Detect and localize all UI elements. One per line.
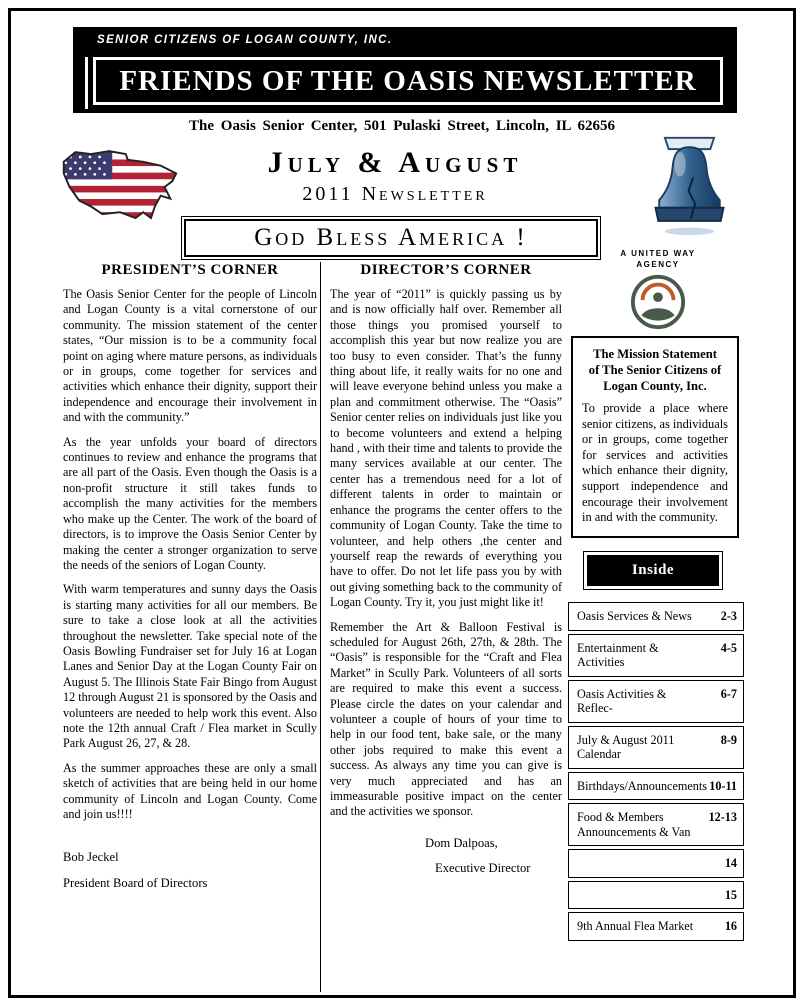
united-way-label: [606, 248, 710, 270]
directors-corner-column: [330, 262, 562, 876]
mission-heading-line3: Logan County, Inc.: [603, 379, 707, 393]
us-flag-image: [56, 142, 182, 237]
toc-row: [568, 912, 744, 941]
presidents-paragraph: The Oasis Senior Center for the people of Lincoln and Logan County is a vital cornerstone of our community. The mission statement of the center states, “Our mission is to be a community focal point on aging where mature persons, as individuals or in groups, come together for services and activities which enhance their dignity, support their independence and encourage their involvement in and with the community.”: [63, 287, 317, 425]
inside-label-box: [583, 551, 723, 590]
toc-item-label: Food & Members Announcements & Van: [577, 810, 691, 839]
center-address: The Oasis Senior Center, 501 Pulaski Street, Lincoln, IL 62656: [189, 118, 615, 134]
newsletter-title: FRIENDS OF THE OASIS NEWSLETTER: [119, 64, 697, 97]
column-divider: [320, 262, 321, 992]
toc-item-pages: 15: [724, 887, 737, 902]
inside-label: Inside: [587, 555, 719, 586]
toc-item-pages: 10-11: [709, 778, 737, 793]
toc-row: [568, 881, 744, 910]
director-signature-title: Executive Director: [435, 860, 531, 875]
mission-heading: [582, 346, 728, 394]
united-way-logo: [606, 273, 710, 336]
directors-paragraph: Remember the Art & Balloon Festival is scheduled for August 26th, 27th, & 28th. The “Oasis” is responsible for the “Craft and Flea Market” in Scully Park. Volunteers of all sorts are required to make this event a success. Please circle the dates on your calendar and volunteer a couple of hours of your time to help in our food tent, bake sale, or the many other jobs required to make this event a success. As always any time you can give is very much appreciated and has an immeasurable positive impact on the center and the activities we sponsor.: [330, 619, 562, 819]
toc-row: [568, 634, 744, 677]
toc-item-label: 9th Annual Flea Market: [577, 919, 694, 933]
issue-year: 2011 Newsletter: [302, 183, 488, 205]
toc-item-pages: 2-3: [720, 609, 737, 623]
mission-heading-line2: of The Senior Citizens of: [588, 363, 722, 377]
presidents-corner-heading: PRESIDENT’S CORNER: [101, 262, 279, 278]
issue-month: July & August: [267, 146, 523, 179]
toc-row: [568, 849, 744, 878]
toc-row: [568, 772, 744, 801]
director-signature: [330, 836, 562, 876]
presidents-paragraph: As the summer approaches these are only a small sketch of activities that are being held in our home community of Lincoln and Logan County. Come and join us!!!!: [63, 760, 317, 821]
toc-item-pages: 4-5: [720, 640, 737, 655]
header-banner: [73, 27, 737, 113]
toc-item-label: Oasis Activities & Reflec-: [577, 686, 667, 715]
toc-row: [568, 680, 744, 723]
issue-heading: [195, 146, 595, 206]
header-divider-line: [85, 57, 88, 109]
president-signature-title: President Board of Directors: [63, 876, 208, 891]
mission-statement-box: [571, 336, 739, 538]
directors-paragraph: The year of “2011” is quickly passing us by and is now officially half over. Remember all those things you promised yourself to accomplish this year but now realize you are too busy to even consider. That’s the funny thing about life, it really waits for no one and will leave everyone behind unless you make a plan and commitment otherwise. The “Oasis” Senior center relies on individuals just like you to become volunteers and extend a helping hand , with their time and talents to provide the many services available at our center. The center has a tremendous need for a lot of different talents in order to maintain or enhance the programs the center offers to the community of Logan County. Take the time to volunteer, and help others ,the center and yourself reap the rewards of everything you have to offer. Do not let life pass you by with out giving something back to the community of Logan County. Try it, you just might like it!: [330, 287, 562, 610]
table-of-contents: [568, 602, 744, 944]
liberty-bell-image: [642, 134, 737, 243]
united-way-line2: AGENCY: [636, 260, 680, 270]
president-signature: [63, 850, 317, 891]
toc-item-pages: 8-9: [720, 732, 737, 747]
god-bless-banner: [184, 219, 598, 257]
directors-corner-heading: DIRECTOR’S CORNER: [360, 262, 532, 278]
director-signature-name: Dom Dalpoas,: [425, 835, 498, 850]
toc-item-label: July & August 2011 Calendar: [577, 732, 675, 761]
toc-row: [568, 803, 744, 846]
united-way-block: [606, 248, 710, 336]
presidents-paragraph: With warm temperatures and sunny days the Oasis is starting many activities for all our members. Be sure to take a close look at all the activities throughout the newsletter. Take special note of the Oasis Bowling Fundraiser set for July 16 at Logan Lanes and Senior Day at the Logan County Fair on August 5. The Illinois State Fair Bingo from August 12 through August 21 is sponsored by the Oasis and volunteers are needed to help work this event. Also note the 12th annual Craft / Flea market in Scully Park August 26, 27, & 28.: [63, 582, 318, 751]
god-bless-text: God Bless America !: [254, 224, 528, 251]
mission-body: To provide a place where senior citizens, as individuals or in groups, come together for services and activities which enhance their dignity, support independence and encourage their involvement in and with the community.: [582, 401, 728, 525]
presidents-paragraph: As the year unfolds your board of directors continues to review and enhance the programs that are all part of the Oasis. Even though the Oasis is a non-profit structure it still takes funds to accomplish the many activities for the members who make up the Center. The work of the board of directors, is to improve the Oasis Senior Center by making the center a stronger organization to serve the needs of the seniors of Logan County.: [63, 434, 317, 572]
toc-item-label: Birthdays/Announcements: [577, 778, 707, 793]
toc-item-pages: 14: [724, 856, 737, 870]
toc-row: [568, 602, 744, 631]
org-name: SENIOR CITIZENS OF LOGAN COUNTY, INC.: [97, 34, 393, 46]
toc-item-label: Oasis Services & News: [577, 609, 692, 623]
title-box: [93, 57, 723, 105]
toc-item-pages: 6-7: [720, 686, 737, 701]
united-way-line1: A UNITED WAY: [620, 249, 696, 258]
toc-item-label: Entertainment & Activities: [577, 640, 659, 669]
presidents-corner-column: [63, 262, 317, 902]
president-signature-name: Bob Jeckel: [63, 850, 119, 865]
toc-item-pages: 12-13: [708, 810, 737, 824]
toc-item-pages: 16: [724, 919, 737, 933]
toc-row: [568, 726, 744, 769]
mission-heading-line1: The Mission Statement: [593, 347, 717, 361]
